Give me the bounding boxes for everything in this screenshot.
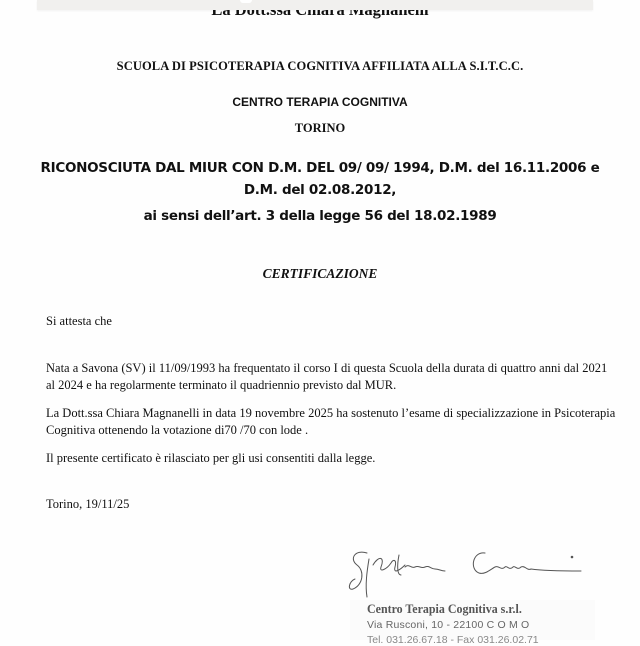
certificate-title: CERTIFICAZIONE [262,266,378,281]
school-heading: SCUOLA DI PSICOTERAPIA COGNITIVA AFFILIATA ALLA S.I.T.C.C. [116,59,524,73]
stamp-company-name: Centro Terapia Cognitiva s.r.l. [367,601,522,616]
paragraph-exam: La Dott.ssa Chiara Magnanelli in data 19 novembre 2025 ha sostenuto l’esame di specializzazione in Psicoterapia Cognitiva ottenendo la votazione di70 /70 con lode . [46,406,616,437]
intro-text: Si attesta che [46,314,112,328]
centro-heading: CENTRO TERAPIA COGNITIVA [232,95,408,109]
place-date: Torino, 19/11/25 [46,497,130,511]
city-heading: TORINO [294,121,346,135]
paragraph-usage: Il presente certificato è rilasciato per gli usi consentiti dalla legge. [46,451,376,465]
stamp-phone-fax: Tel. 031.26.67.18 - Fax 031.26.02.71 [367,634,539,646]
stamp-address: Via Rusconi, 10 - 22100 C O M O [367,619,530,631]
notch-decoration [240,0,252,3]
page-top-band [37,0,593,10]
recognition-text: RICONOSCIUTA DAL MIUR CON D.M. DEL 09/ 09/ 1994, D.M. del 16.11.2006 e D.M. del 02.08.2012, [40,160,600,198]
paragraph-birth-course: Nata a Savona (SV) il 11/09/1993 ha frequentato il corso I di questa Scuola della durata di quattro anni dal 2021 al 2024 e ha regolarmente terminato il quadriennio previsto dal MUR. [46,361,608,392]
legal-basis-text: ai sensi dell’art. 3 della legge 56 del 18.02.1989 [143,208,497,224]
signature-icon [345,545,595,605]
